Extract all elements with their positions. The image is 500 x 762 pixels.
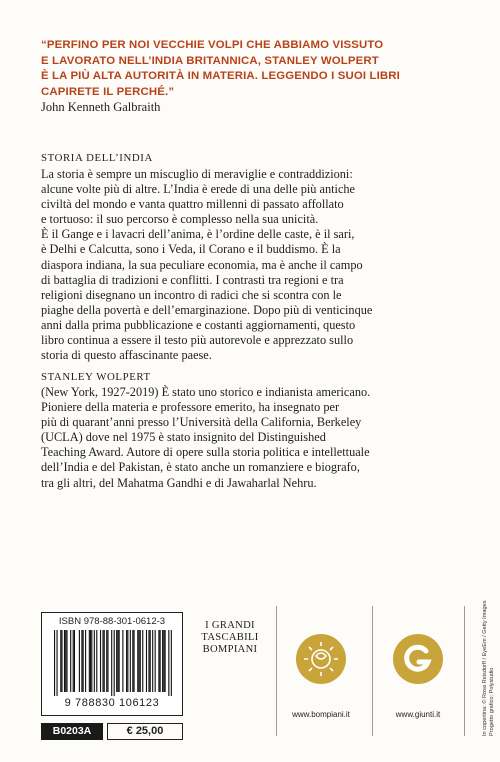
divider bbox=[372, 606, 373, 736]
divider bbox=[276, 606, 277, 736]
barcode-number: 9 788830 106123 bbox=[64, 697, 160, 709]
author-name-heading: STANLEY WOLPERT bbox=[41, 371, 151, 383]
giunti-url: www.giunti.it bbox=[395, 710, 441, 719]
quote-line: CAPIRETE IL PERCHÉ.” bbox=[41, 85, 175, 98]
giunti-logo-icon bbox=[393, 634, 443, 684]
description-line: di battaglia di tradizioni e conflitti. I contrasti tra regioni e tra bbox=[41, 272, 344, 287]
cover-quote bbox=[41, 38, 461, 100]
quote-line: E LAVORATO NELL’INDIA BRITANNICA, STANLEY WOLPERT bbox=[41, 54, 379, 67]
book-title-heading: STORIA DELL’INDIA bbox=[41, 152, 153, 164]
barcode-box bbox=[41, 612, 183, 716]
quote-line: “PERFINO PER NOI VECCHIE VOLPI CHE ABBIAMO VISSUTO bbox=[41, 39, 384, 51]
quote-author: John Kenneth Galbraith bbox=[41, 100, 161, 114]
price-label: € 25,00 bbox=[107, 723, 183, 740]
bio-line: dell’India e del Pakistan, è stato anche un romanziere e biografo, bbox=[41, 460, 360, 475]
description-line: religioni disegnano un incontro di radici che si scontra con le bbox=[41, 287, 342, 302]
quote-line: È LA PIÙ ALTA AUTORITÀ IN MATERIA. LEGGENDO I SUOI LIBRI bbox=[41, 70, 400, 83]
bompiani-url: www.bompiani.it bbox=[292, 710, 350, 719]
description-line: storia di questo affascinante paese. bbox=[41, 348, 212, 363]
description-line: La storia è sempre un miscuglio di meraviglie e contraddizioni: bbox=[41, 167, 353, 181]
barcode-icon bbox=[54, 630, 172, 696]
bio-line: più di quarant’anni presso l’Università della California, Berkeley bbox=[41, 415, 362, 430]
divider bbox=[464, 606, 465, 736]
bompiani-logo-icon bbox=[296, 634, 346, 684]
bio-line: Teaching Award. Autore di opere sulla storia politica e intellettuale bbox=[41, 445, 370, 460]
bio-line: (UCLA) dove nel 1975 è stato insignito del Distinguished bbox=[41, 430, 326, 445]
description-line: anni dalla prima pubblicazione e costanti aggiornamenti, questo bbox=[41, 317, 356, 332]
bio-line: (New York, 1927-2019) È stato uno storico e indianista americano. bbox=[41, 385, 371, 399]
description-line: È il Gange e i lavacri dell’anima, è l’ordine delle caste, è il sari, bbox=[41, 227, 355, 242]
description-line: e tortuoso: il suo percorso è complesso nella sua unicità. bbox=[41, 212, 319, 227]
bio-line: tra gli altri, del Mahatma Gandhi e di Jawaharlal Nehru. bbox=[41, 475, 317, 490]
book-description bbox=[41, 167, 481, 363]
author-bio bbox=[41, 385, 481, 491]
description-line: libro continua a essere il testo più autorevole e apprezzato sullo bbox=[41, 333, 354, 348]
series-name: I GRANDI TASCABILI BOMPIANI bbox=[201, 620, 259, 655]
description-line: alcune volte più di altre. L’India è erede di una delle più antiche bbox=[41, 182, 356, 197]
description-line: diaspora indiana, la sua peculiare economia, ma è anche il campo bbox=[41, 257, 363, 272]
description-line: piaghe della povertà e dell’emarginazione. Dopo più di venticinque bbox=[41, 302, 373, 317]
isbn-label: ISBN 978-88-301-0612-3 bbox=[58, 616, 166, 627]
description-line: è Delhi e Calcutta, sono i Veda, il Corano e il buddismo. È la bbox=[41, 242, 341, 257]
bio-line: Pioniere della materia e professore emerito, ha insegnato per bbox=[41, 400, 340, 415]
cover-credits: In copertina: © Rosa Reisdorff / EyeEm / Getty Images Progetto grafico: Polystudio bbox=[482, 600, 495, 736]
product-code: B0203A bbox=[41, 723, 103, 740]
description-line: civiltà del mondo e vanta quattro millenni di passato affollato bbox=[41, 197, 344, 212]
